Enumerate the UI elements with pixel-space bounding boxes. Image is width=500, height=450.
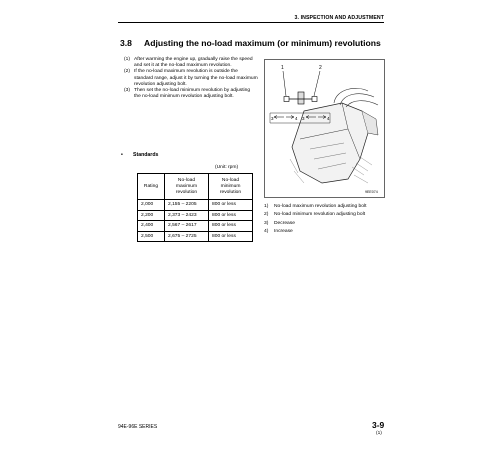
callout-label: 3: [271, 116, 274, 121]
figure-legend: [264, 203, 366, 237]
legend-text: No-load minimum revolution adjusting bolt: [274, 212, 366, 218]
table-cell: 800 or less: [209, 231, 253, 242]
table-cell: 2,400: [138, 221, 165, 232]
step-number: (3): [124, 88, 130, 94]
legend-item: [264, 211, 366, 219]
step-number: (1): [124, 57, 130, 62]
callout-label: 4: [295, 116, 298, 121]
injection-pump-illustration: [264, 59, 385, 198]
legend-number: 3): [264, 220, 269, 226]
bullet: •: [121, 152, 123, 158]
legend-item: [264, 220, 366, 228]
table-cell: 2,000: [138, 200, 165, 211]
callout-label: 2: [319, 65, 322, 71]
standards-label: Standards: [133, 152, 159, 158]
adjustment-figure: [264, 59, 385, 198]
callout-label: 4: [327, 116, 330, 121]
table-row: [138, 210, 253, 221]
procedure-steps: [124, 57, 258, 100]
table-cell: 2,155 – 2205: [165, 200, 209, 211]
legend-item: [264, 228, 366, 236]
step-text: After warming the engine up, gradually raise the speed and set it at the no-load maximum revolution.: [134, 57, 253, 69]
legend-text: Decrease: [274, 220, 295, 226]
legend-text: Increase: [274, 229, 293, 235]
footer-series: 94E-96E SERIES: [118, 424, 158, 430]
page-sub-number: (1): [376, 431, 382, 436]
step-item: [124, 88, 258, 100]
legend-number: 1): [264, 204, 269, 209]
table-header-row: [138, 174, 253, 200]
table-cell: 2,675 – 2725: [165, 231, 209, 242]
table-cell: 2,567 – 2617: [165, 221, 209, 232]
callout-label: 1: [281, 65, 284, 71]
standards-table: [137, 173, 253, 242]
unit-note: (Unit: rpm): [215, 165, 239, 170]
table-cell: 800 or less: [209, 210, 253, 221]
step-number: (2): [124, 69, 130, 75]
section-title-text: Adjusting the no-load maximum (or minimum) revolutions: [144, 38, 381, 48]
table-header: No-load minimum revolution: [209, 174, 253, 200]
step-text: If the no-load maximum revolution is outside the standard range, adjust it by turning the no-load maximum revolution adjusting bolt.: [134, 69, 258, 87]
standards-heading: [121, 152, 158, 158]
table-header: Rating: [138, 174, 165, 200]
figure-code: 9EE074: [365, 190, 378, 194]
table-cell: 2,500: [138, 231, 165, 242]
table-row: [138, 200, 253, 211]
step-item: [124, 57, 258, 69]
section-title: [120, 38, 381, 48]
header-rule: [118, 22, 384, 23]
section-number: 3.8: [120, 38, 132, 48]
legend-number: 2): [264, 212, 269, 218]
step-item: [124, 69, 258, 88]
table-cell: 800 or less: [209, 221, 253, 232]
callout-label: 3: [302, 116, 305, 121]
table-cell: 2,373 – 2423: [165, 210, 209, 221]
table-row: [138, 221, 253, 232]
step-text: Then set the no-load minimum revolution by adjusting the no-load minimum revolution adjusting bolt.: [134, 88, 251, 100]
table-cell: 800 or less: [209, 200, 253, 211]
section-header: 3. INSPECTION AND ADJUSTMENT: [294, 15, 384, 21]
table-row: [138, 231, 253, 242]
legend-text: No-load maximum revolution adjusting bolt: [274, 204, 367, 209]
page-number: 3-9: [372, 420, 385, 430]
table-cell: 2,200: [138, 210, 165, 221]
legend-item: [264, 203, 366, 211]
table-header: No-load maximum revolution: [165, 174, 209, 200]
legend-number: 4): [264, 229, 269, 235]
